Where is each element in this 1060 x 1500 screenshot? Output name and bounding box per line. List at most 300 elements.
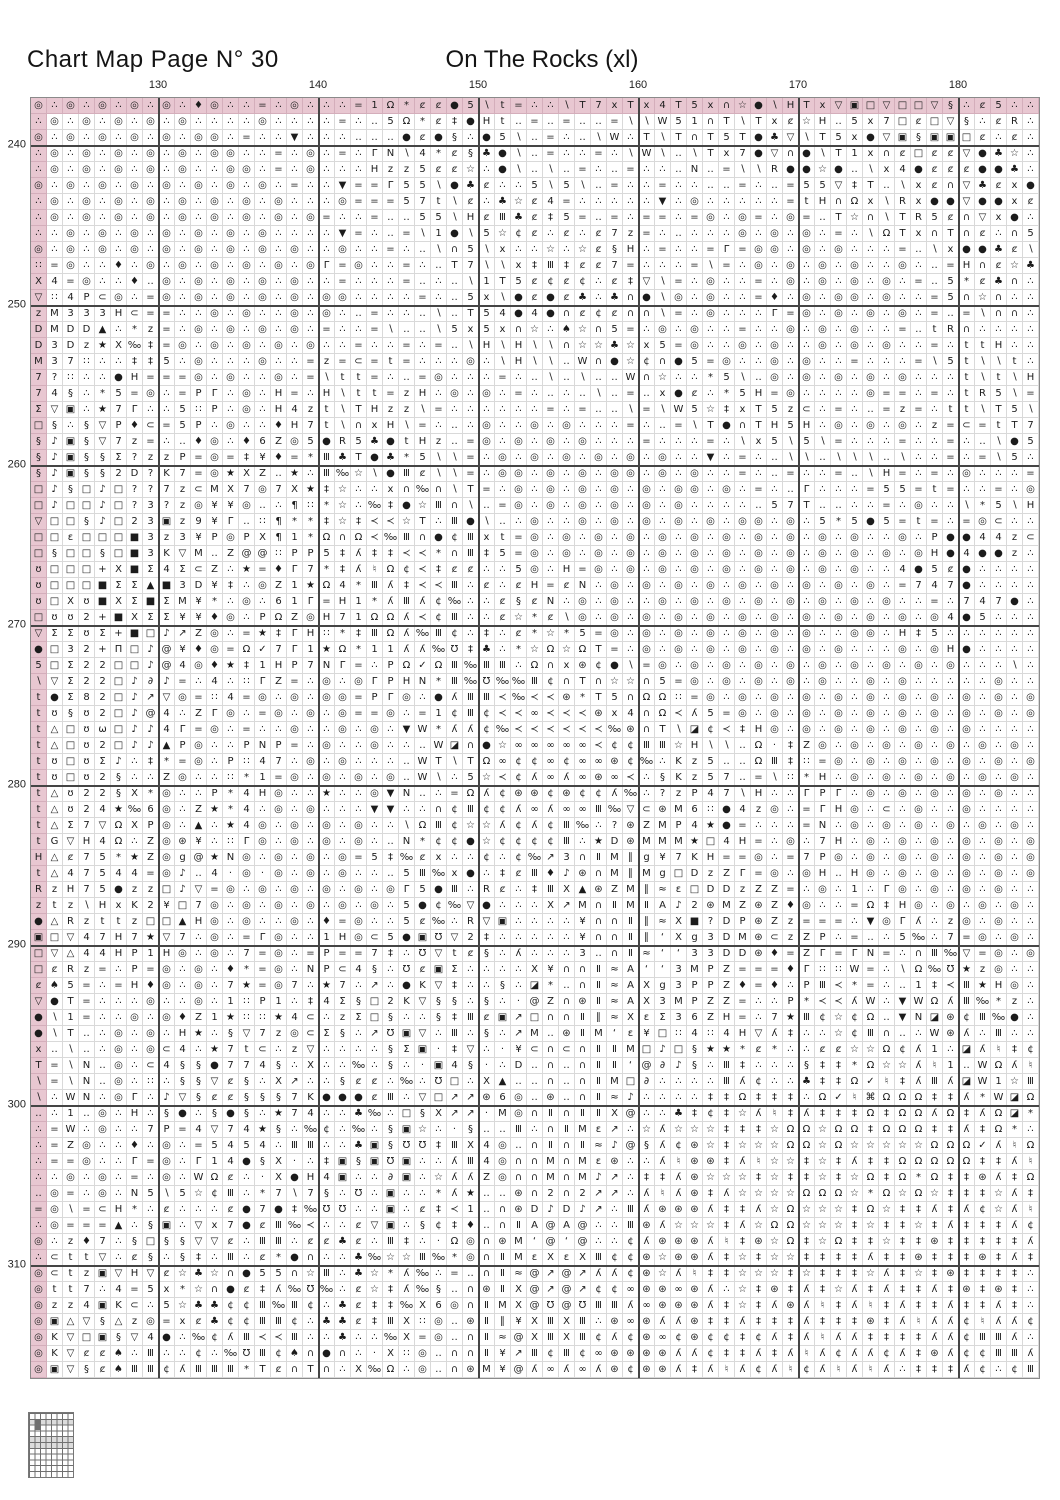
grid-cell: ☆ [703, 402, 719, 418]
grid-cell: = [367, 178, 383, 194]
grid-cell: ʎ [959, 1090, 975, 1106]
grid-cell: ◎ [815, 546, 831, 562]
grid-cell: § [431, 1010, 447, 1026]
grid-cell: ∴ [303, 1330, 319, 1346]
grid-cell: ∖ [751, 162, 767, 178]
grid-cell: 2 [79, 610, 95, 626]
grid-cell: ◎ [831, 642, 847, 658]
grid-cell: ∴ [1023, 562, 1039, 578]
grid-cell: ◎ [719, 658, 735, 674]
grid-cell: = [943, 418, 959, 434]
grid-cell: ▽ [159, 930, 175, 946]
grid-cell: ‥ [95, 1074, 111, 1090]
grid-cell: ∴ [143, 1090, 159, 1106]
grid-cell: Ω [431, 658, 447, 674]
grid-cell: ʎ [895, 1298, 911, 1314]
grid-cell: z [79, 338, 95, 354]
grid-cell: ◎ [767, 578, 783, 594]
grid-cell: ∴ [223, 594, 239, 610]
grid-cell: = [239, 690, 255, 706]
grid-cell: ∴ [799, 882, 815, 898]
grid-cell: ∴ [495, 898, 511, 914]
grid-cell: ∴ [639, 786, 655, 802]
grid-cell: ● [511, 290, 527, 306]
grid-cell: ∴ [943, 626, 959, 642]
grid-cell: ‡ [927, 1298, 943, 1314]
grid-cell: 4 [79, 930, 95, 946]
grid-cell: ∴ [895, 946, 911, 962]
grid-cell: ∴ [703, 498, 719, 514]
grid-cell: ∴ [911, 1026, 927, 1042]
grid-cell: Ⅲ [447, 578, 463, 594]
grid-cell: = [399, 258, 415, 274]
grid-cell: = [239, 930, 255, 946]
grid-cell: ∖ [511, 130, 527, 146]
grid-cell: ∴ [31, 1138, 47, 1154]
grid-cell: □ [927, 114, 943, 130]
grid-cell: ‡ [735, 1202, 751, 1218]
grid-cell: = [831, 434, 847, 450]
grid-cell: ∴ [863, 738, 879, 754]
grid-cell: ∴ [399, 1090, 415, 1106]
grid-cell: ◎ [815, 658, 831, 674]
grid-cell: ∷ [223, 834, 239, 850]
grid-cell: H [399, 674, 415, 690]
grid-cell: ∴ [1023, 546, 1039, 562]
grid-cell: M [719, 898, 735, 914]
grid-cell: ∴ [47, 98, 63, 114]
grid-cell: Ω [831, 1122, 847, 1138]
grid-cell: ∴ [95, 978, 111, 994]
grid-cell: ∴ [463, 978, 479, 994]
grid-cell: · [767, 738, 783, 754]
grid-cell: ¢ [447, 626, 463, 642]
grid-cell: ⊛ [687, 1186, 703, 1202]
grid-cell: ∖ [383, 322, 399, 338]
grid-cell: ● [927, 194, 943, 210]
grid-cell: § [271, 1122, 287, 1138]
grid-cell: H [367, 402, 383, 418]
grid-cell: ∴ [927, 658, 943, 674]
grid-cell: ‡ [783, 754, 799, 770]
grid-cell: ‡ [991, 1266, 1007, 1282]
grid-cell: ∴ [543, 418, 559, 434]
grid-cell: ∴ [303, 306, 319, 322]
grid-cell: ∴ [367, 226, 383, 242]
grid-cell: T [735, 130, 751, 146]
grid-cell: = [767, 962, 783, 978]
grid-cell: 1 [63, 1010, 79, 1026]
grid-cell: ¢ [495, 802, 511, 818]
grid-cell: ♮ [1023, 1202, 1039, 1218]
grid-cell: H [687, 738, 703, 754]
grid-cell: H [799, 418, 815, 434]
grid-cell: Z [255, 466, 271, 482]
grid-cell: H [815, 770, 831, 786]
grid-cell: P [687, 786, 703, 802]
grid-cell: = [623, 386, 639, 402]
grid-cell: t [239, 1042, 255, 1058]
grid-cell: ◎ [287, 882, 303, 898]
grid-cell: ⊂ [191, 482, 207, 498]
grid-cell: M [671, 834, 687, 850]
grid-cell: ▼ [863, 914, 879, 930]
grid-cell: ◎ [767, 866, 783, 882]
grid-cell: ‥ [719, 178, 735, 194]
grid-cell: 7 [415, 194, 431, 210]
grid-cell: ‡ [1023, 1250, 1039, 1266]
grid-cell: ★ [463, 1186, 479, 1202]
grid-cell: ∴ [207, 1346, 223, 1362]
grid-cell: ‥ [399, 754, 415, 770]
grid-cell: ⊛ [655, 1282, 671, 1298]
grid-cell: = [63, 1186, 79, 1202]
grid-cell: ‥ [399, 322, 415, 338]
grid-cell: ☆ [479, 818, 495, 834]
grid-cell: 6 [143, 802, 159, 818]
grid-cell: ‥ [815, 210, 831, 226]
grid-cell: ↗ [511, 1346, 527, 1362]
grid-cell: ∩ [591, 930, 607, 946]
grid-cell: ‡ [815, 1282, 831, 1298]
grid-cell: ‡ [687, 1106, 703, 1122]
grid-cell: ∖ [975, 402, 991, 418]
grid-cell: ∴ [767, 514, 783, 530]
grid-cell: ∴ [383, 818, 399, 834]
grid-cell: ≈ [639, 946, 655, 962]
grid-cell: M [495, 1106, 511, 1122]
grid-cell: = [287, 738, 303, 754]
grid-cell: ◎ [831, 754, 847, 770]
grid-cell: ∴ [351, 978, 367, 994]
grid-cell: ∖ [991, 450, 1007, 466]
grid-cell: Z [143, 834, 159, 850]
grid-cell: ‡ [831, 1266, 847, 1282]
grid-cell: □ [63, 754, 79, 770]
grid-cell: ∴ [255, 370, 271, 386]
grid-cell: ‡ [735, 1330, 751, 1346]
grid-cell: ȼ [591, 226, 607, 242]
grid-cell: T [351, 450, 367, 466]
grid-cell: ◎ [863, 418, 879, 434]
grid-cell: Ω [927, 1170, 943, 1186]
grid-cell: ≺ [543, 706, 559, 722]
grid-cell: ⊛ [687, 1138, 703, 1154]
grid-cell: ʊ [79, 706, 95, 722]
grid-cell: Ⅲ [383, 1314, 399, 1330]
grid-cell: 3 [175, 530, 191, 546]
grid-cell: ¢ [703, 722, 719, 738]
grid-cell: Z [271, 434, 287, 450]
grid-cell: x [639, 338, 655, 354]
grid-cell: ≈ [511, 1266, 527, 1282]
grid-cell: ʎ [543, 802, 559, 818]
grid-cell: § [239, 1106, 255, 1122]
grid-cell: ◎ [959, 722, 975, 738]
grid-cell: ∴ [303, 1154, 319, 1170]
grid-cell: ◎ [879, 914, 895, 930]
grid-cell: ∴ [255, 386, 271, 402]
grid-cell: ∴ [479, 962, 495, 978]
grid-cell: ⊛ [607, 1346, 623, 1362]
grid-cell: ● [31, 1026, 47, 1042]
grid-cell: ¢ [751, 1330, 767, 1346]
grid-cell: ∷ [239, 674, 255, 690]
grid-cell: ◎ [831, 418, 847, 434]
grid-cell: ∖ [447, 194, 463, 210]
grid-cell: Ⅲ [319, 466, 335, 482]
grid-cell: ∖ [527, 338, 543, 354]
grid-cell: ≈ [607, 1010, 623, 1026]
grid-cell: ¢ [447, 802, 463, 818]
grid-cell: ◎ [847, 274, 863, 290]
grid-cell: ◎ [159, 978, 175, 994]
grid-cell: ♦ [767, 946, 783, 962]
grid-cell: □ [111, 498, 127, 514]
grid-cell: ◎ [831, 706, 847, 722]
grid-cell: ⊂ [367, 930, 383, 946]
grid-cell: Ⅱ [543, 1138, 559, 1154]
grid-cell: ♪ [95, 498, 111, 514]
grid-cell: = [591, 626, 607, 642]
grid-cell: ʎ [607, 1330, 623, 1346]
grid-cell: T [703, 418, 719, 434]
grid-cell: x [863, 114, 879, 130]
grid-cell: § [271, 1090, 287, 1106]
grid-cell: ∞ [623, 1282, 639, 1298]
grid-cell: ʎ [511, 946, 527, 962]
grid-cell: ◎ [703, 210, 719, 226]
grid-cell: ∴ [287, 194, 303, 210]
grid-cell: ‰ [367, 1250, 383, 1266]
grid-cell: ♦ [271, 450, 287, 466]
grid-cell: ◎ [895, 258, 911, 274]
grid-cell: ★ [207, 802, 223, 818]
grid-cell: ☆ [815, 162, 831, 178]
grid-cell: ◪ [959, 1042, 975, 1058]
grid-cell: 4 [223, 1138, 239, 1154]
grid-cell: ◎ [943, 770, 959, 786]
grid-cell: ⊛ [559, 786, 575, 802]
grid-cell: ∴ [927, 674, 943, 690]
grid-cell: ◎ [847, 322, 863, 338]
grid-cell: P [79, 290, 95, 306]
grid-cell: ≺ [447, 1202, 463, 1218]
grid-cell: Ⅲ [415, 866, 431, 882]
grid-cell: ∴ [95, 146, 111, 162]
grid-cell: ⊛ [591, 770, 607, 786]
grid-cell: ◎ [879, 274, 895, 290]
grid-cell: ▽ [95, 1250, 111, 1266]
grid-cell: = [735, 962, 751, 978]
grid-cell: = [159, 322, 175, 338]
grid-cell: 1 [847, 146, 863, 162]
grid-cell: ∴ [255, 850, 271, 866]
grid-cell: 5 [719, 130, 735, 146]
grid-cell: ȼ [239, 1282, 255, 1298]
grid-cell: ● [719, 818, 735, 834]
grid-cell: = [847, 930, 863, 946]
grid-cell: z [175, 482, 191, 498]
grid-cell: ∴ [1023, 146, 1039, 162]
grid-cell: ⊛ [975, 1250, 991, 1266]
grid-cell: T [623, 98, 639, 114]
grid-cell: ↗ [543, 1282, 559, 1298]
grid-cell: ☆ [383, 1250, 399, 1266]
grid-cell: ◎ [511, 1106, 527, 1122]
grid-cell: 7 [95, 930, 111, 946]
grid-cell: ◎ [959, 882, 975, 898]
grid-cell: ‥ [847, 162, 863, 178]
grid-cell: ‡ [447, 1042, 463, 1058]
grid-cell: ◎ [527, 546, 543, 562]
grid-cell: 5 [463, 98, 479, 114]
grid-cell: ◎ [975, 738, 991, 754]
grid-cell: ◎ [879, 818, 895, 834]
grid-cell: ◎ [847, 594, 863, 610]
grid-cell: = [927, 594, 943, 610]
grid-cell: ʎ [671, 1170, 687, 1186]
grid-cell: ≺ [543, 722, 559, 738]
grid-cell: ‡ [975, 1234, 991, 1250]
grid-cell: Γ [255, 674, 271, 690]
grid-cell: ∴ [47, 1234, 63, 1250]
grid-cell: ∴ [223, 306, 239, 322]
grid-cell: ∴ [927, 802, 943, 818]
grid-cell: ∴ [703, 674, 719, 690]
grid-cell: ◎ [815, 882, 831, 898]
grid-cell: ◎ [143, 994, 159, 1010]
grid-cell: Ⅲ [447, 514, 463, 530]
grid-cell: = [1023, 466, 1039, 482]
grid-cell: ∴ [495, 562, 511, 578]
grid-cell: = [799, 914, 815, 930]
grid-cell: ȼ [127, 1250, 143, 1266]
grid-cell: ◎ [431, 1330, 447, 1346]
grid-cell: H [415, 386, 431, 402]
grid-cell: ◪ [927, 1010, 943, 1026]
grid-cell: T [671, 98, 687, 114]
grid-cell: T [639, 130, 655, 146]
grid-cell: Ʊ [943, 962, 959, 978]
grid-cell: ∴ [559, 930, 575, 946]
grid-cell: □ [159, 882, 175, 898]
grid-cell: Ⅲ [463, 690, 479, 706]
grid-cell: Ʊ [575, 1298, 591, 1314]
grid-cell: Ω [847, 194, 863, 210]
grid-cell: = [847, 898, 863, 914]
grid-cell: ∴ [831, 882, 847, 898]
grid-cell: ∥ [639, 914, 655, 930]
grid-cell: ∩ [991, 306, 1007, 322]
grid-cell: ◎ [31, 1234, 47, 1250]
grid-cell: W [639, 146, 655, 162]
grid-cell: P [127, 962, 143, 978]
grid-cell: ∴ [463, 418, 479, 434]
grid-cell: 5 [367, 850, 383, 866]
grid-cell: ≺ [559, 722, 575, 738]
grid-cell: ‡ [815, 1250, 831, 1266]
grid-cell: ◎ [767, 354, 783, 370]
grid-cell: ∴ [767, 834, 783, 850]
grid-cell: Ω [383, 626, 399, 642]
grid-cell: ∴ [911, 370, 927, 386]
grid-cell: ∴ [991, 610, 1007, 626]
grid-cell: ∴ [1023, 1330, 1039, 1346]
grid-cell: 5 [815, 514, 831, 530]
grid-cell: ◎ [127, 98, 143, 114]
grid-cell: * [847, 1058, 863, 1074]
grid-cell: ☆ [863, 1218, 879, 1234]
grid-cell: ‥ [559, 162, 575, 178]
grid-cell: ◎ [703, 290, 719, 306]
grid-cell: ∴ [479, 866, 495, 882]
grid-cell: Ⅲ [447, 674, 463, 690]
grid-cell: ∴ [831, 546, 847, 562]
grid-cell: Ⅲ [495, 210, 511, 226]
grid-cell: ∴ [207, 370, 223, 386]
grid-cell: ∴ [287, 962, 303, 978]
grid-cell: H [111, 306, 127, 322]
grid-cell: ∴ [863, 242, 879, 258]
grid-cell: ▽ [63, 930, 79, 946]
grid-cell: ◎ [783, 386, 799, 402]
grid-cell: ∴ [751, 226, 767, 242]
grid-cell: ☆ [799, 1202, 815, 1218]
grid-cell: □ [527, 1010, 543, 1026]
grid-cell: ∴ [207, 818, 223, 834]
grid-cell: ∴ [111, 322, 127, 338]
grid-cell: 7 [271, 642, 287, 658]
grid-cell: ≈ [607, 978, 623, 994]
grid-cell: P [207, 530, 223, 546]
grid-cell: ◎ [735, 610, 751, 626]
grid-cell: Ω [1023, 1170, 1039, 1186]
grid-cell: ‡ [863, 1330, 879, 1346]
grid-cell: ◎ [527, 418, 543, 434]
grid-cell: ∴ [687, 642, 703, 658]
grid-cell: ¢ [959, 1346, 975, 1362]
grid-cell: Ⅲ [975, 1010, 991, 1026]
grid-cell: ȼ [63, 850, 79, 866]
grid-cell: = [879, 402, 895, 418]
grid-cell: ‡ [735, 1058, 751, 1074]
grid-cell: x [463, 322, 479, 338]
grid-cell: A [623, 962, 639, 978]
grid-cell: ∴ [367, 658, 383, 674]
grid-cell: Ω [911, 1154, 927, 1170]
grid-cell: ♠ [287, 1346, 303, 1362]
grid-cell: ∖ [927, 354, 943, 370]
grid-cell: ▽ [47, 402, 63, 418]
grid-cell: ∴ [783, 786, 799, 802]
grid-cell: ¢ [671, 1138, 687, 1154]
grid-cell: 5 [927, 210, 943, 226]
grid-cell: ∖ [559, 610, 575, 626]
grid-cell: ∩ [687, 130, 703, 146]
grid-cell: ∴ [223, 130, 239, 146]
grid-cell: ∖ [479, 258, 495, 274]
grid-cell: ◎ [351, 914, 367, 930]
grid-cell: ♪ [47, 450, 63, 466]
grid-cell: = [335, 114, 351, 130]
grid-cell: ‥ [47, 1042, 63, 1058]
grid-cell: ¢ [431, 834, 447, 850]
grid-cell: 4 [79, 1298, 95, 1314]
grid-cell: ∴ [303, 770, 319, 786]
grid-cell: z [783, 402, 799, 418]
grid-cell: M [47, 322, 63, 338]
